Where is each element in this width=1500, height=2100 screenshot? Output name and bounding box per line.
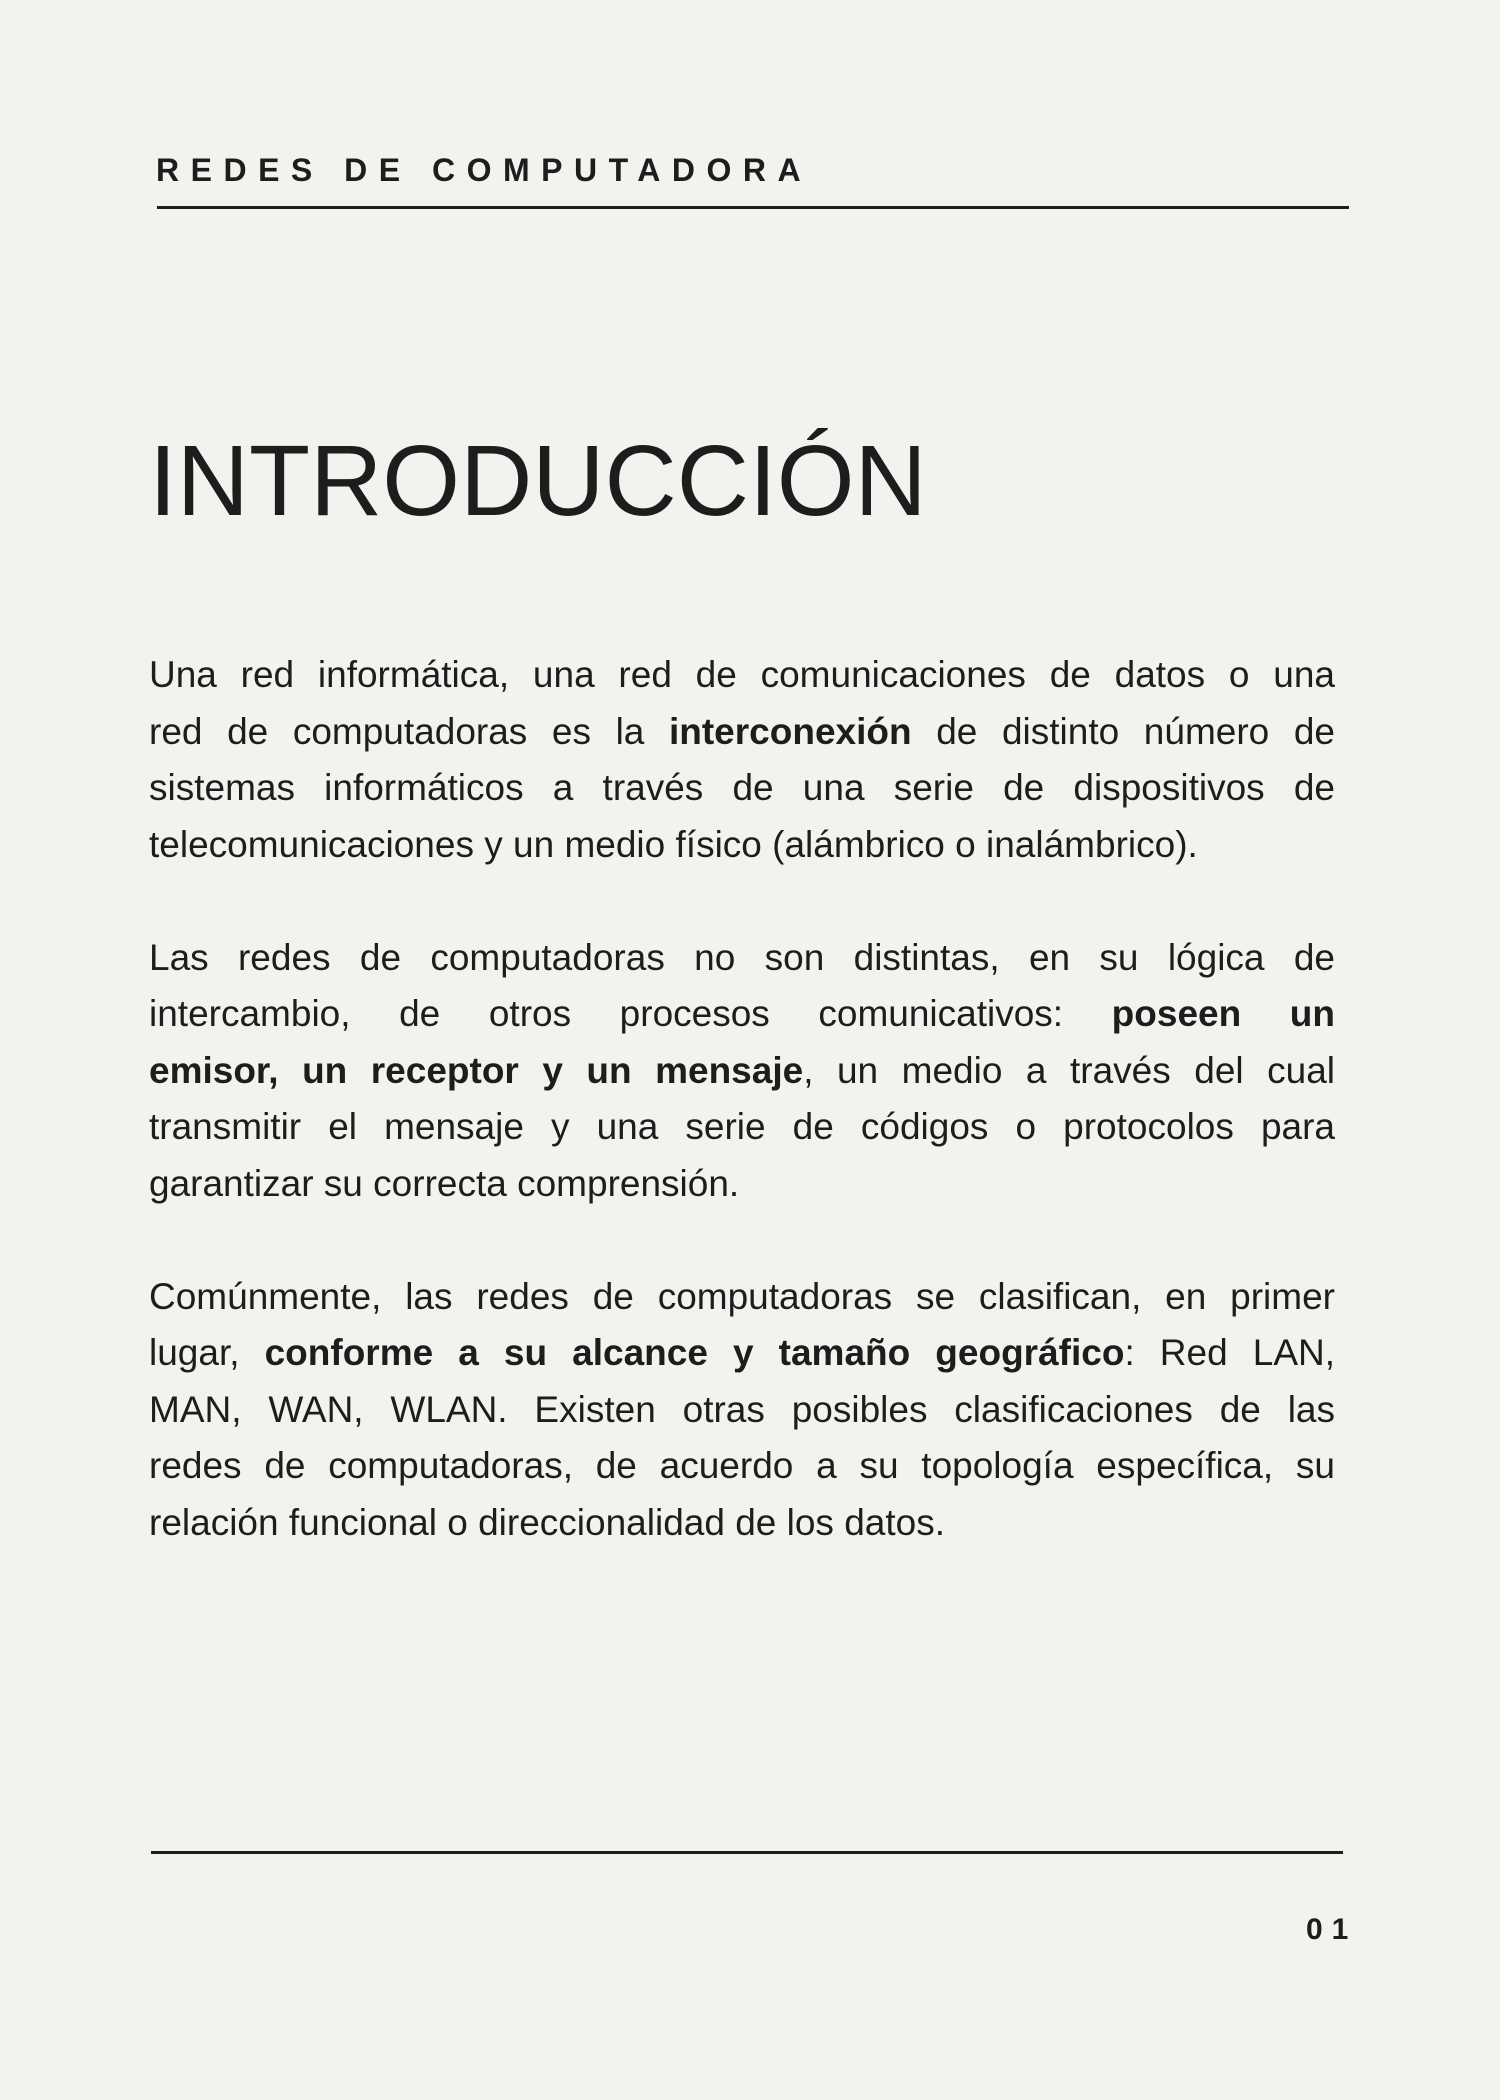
text-segment: sistemas informáticos a través de una serie de dispositivos de [149, 767, 1335, 808]
text-segment: intercambio, de otros procesos comunicativos: [149, 993, 1112, 1034]
text-segment: Una red informática, una red de comunicaciones de datos o una [149, 654, 1335, 695]
text-line [149, 1438, 1335, 1495]
bold-text: conforme a su alcance y tamaño geográfico [264, 1332, 1125, 1373]
text-line [149, 1043, 1335, 1100]
text-line [149, 1099, 1335, 1156]
text-segment: Las redes de computadoras no son distintas, en su lógica de [149, 936, 1335, 978]
text-line [149, 1325, 1335, 1382]
text-segment: MAN, WAN, WLAN. Existen otras posibles clasificaciones de las [149, 1388, 1335, 1430]
text-segment: , un medio a través del cual [803, 1049, 1335, 1091]
text-segment: garantizar su correcta comprensión. [149, 1162, 740, 1204]
text-segment: red de computadoras es la [149, 710, 669, 752]
text-segment: Comúnmente, las redes de computadoras se clasifican, en primer [149, 1275, 1335, 1317]
bold-text: interconexión [668, 710, 912, 752]
text-line [149, 986, 1335, 1043]
paragraph [149, 1269, 1335, 1552]
bold-text: emisor, un receptor y un mensaje [149, 1049, 804, 1091]
page-number: 01 [1306, 1913, 1358, 1946]
text-segment: relación funcional o direccionalidad de los datos. [149, 1501, 946, 1543]
header-divider [157, 206, 1349, 209]
text-line [149, 760, 1335, 817]
text-line [149, 647, 1335, 704]
text-line [149, 704, 1335, 761]
text-line [149, 930, 1335, 987]
bold-text: poseen un [1111, 993, 1335, 1034]
text-segment: de distinto número de [911, 710, 1335, 752]
page-title: INTRODUCCIÓN [149, 425, 927, 537]
running-header: REDES DE COMPUTADORA [156, 152, 813, 188]
body-text [149, 647, 1335, 1551]
text-segment: : Red LAN, [1124, 1332, 1335, 1373]
text-line [149, 1495, 1335, 1552]
text-line [149, 1156, 1335, 1213]
text-segment: transmitir el mensaje y una serie de códigos o protocolos para [149, 1106, 1335, 1147]
text-segment: telecomunicaciones y un medio físico (alámbrico o inalámbrico). [149, 823, 1198, 865]
text-segment: redes de computadoras, de acuerdo a su topología específica, su [149, 1445, 1335, 1486]
text-segment: lugar, [149, 1332, 265, 1373]
paragraph [149, 930, 1335, 1213]
text-line [149, 1269, 1335, 1326]
paragraph [149, 647, 1335, 873]
footer-divider [151, 1851, 1343, 1854]
text-line [149, 817, 1335, 874]
text-line [149, 1382, 1335, 1439]
